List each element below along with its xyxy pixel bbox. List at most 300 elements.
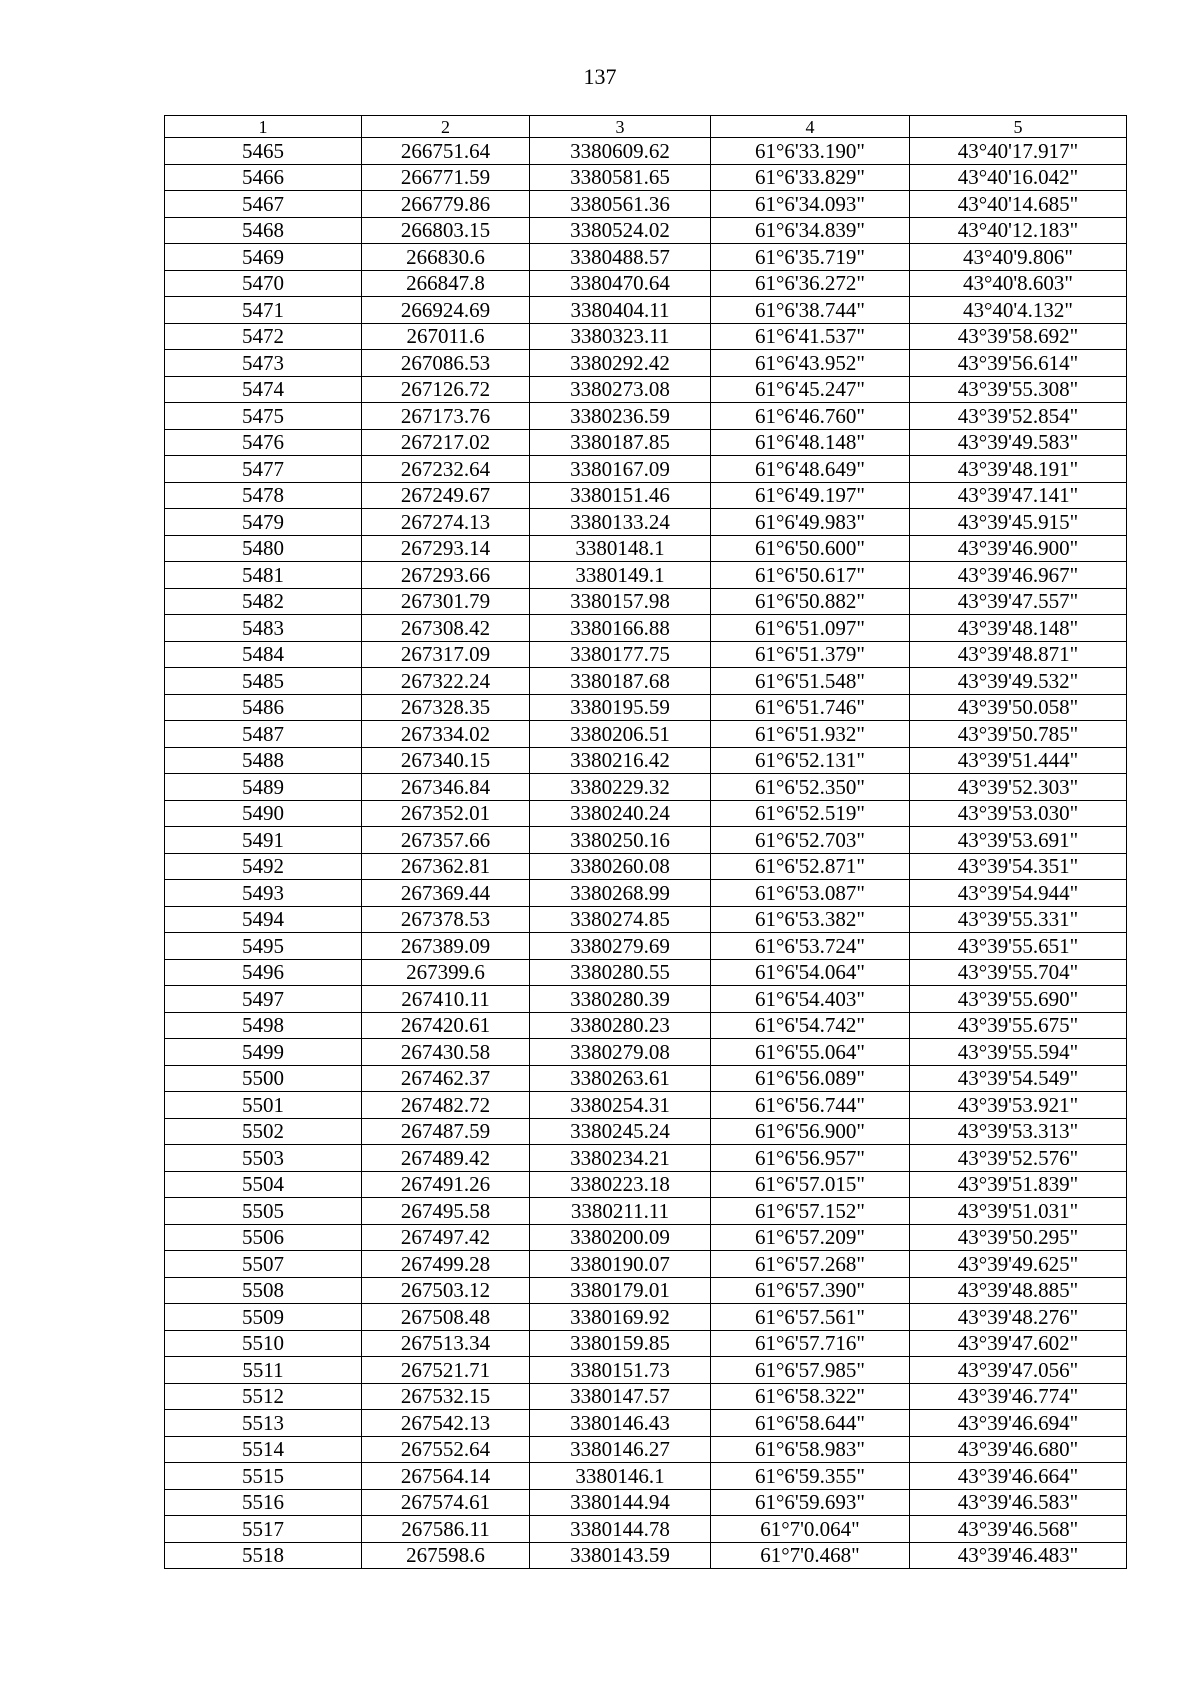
y-coordinate-cell: 3380159.85 bbox=[530, 1330, 711, 1357]
latitude-cell: 43°40'12.183" bbox=[910, 217, 1127, 244]
y-coordinate-cell: 3380206.51 bbox=[530, 721, 711, 748]
point-number-cell: 5473 bbox=[165, 350, 362, 377]
x-coordinate-cell: 267274.13 bbox=[362, 509, 530, 536]
longitude-cell: 61°6'55.064" bbox=[711, 1039, 910, 1066]
table-row bbox=[165, 615, 1127, 642]
longitude-cell: 61°6'53.724" bbox=[711, 933, 910, 960]
x-coordinate-cell: 266751.64 bbox=[362, 138, 530, 165]
table-row bbox=[165, 959, 1127, 986]
latitude-cell: 43°39'52.576" bbox=[910, 1145, 1127, 1172]
longitude-cell: 61°6'52.519" bbox=[711, 800, 910, 827]
latitude-cell: 43°39'51.031" bbox=[910, 1198, 1127, 1225]
table-row bbox=[165, 1357, 1127, 1384]
latitude-cell: 43°39'50.058" bbox=[910, 694, 1127, 721]
x-coordinate-cell: 267420.61 bbox=[362, 1012, 530, 1039]
table-row bbox=[165, 509, 1127, 536]
y-coordinate-cell: 3380190.07 bbox=[530, 1251, 711, 1278]
x-coordinate-cell: 267491.26 bbox=[362, 1171, 530, 1198]
x-coordinate-cell: 267532.15 bbox=[362, 1383, 530, 1410]
latitude-cell: 43°40'17.917" bbox=[910, 138, 1127, 165]
latitude-cell: 43°39'46.664" bbox=[910, 1463, 1127, 1490]
point-number-cell: 5496 bbox=[165, 959, 362, 986]
point-number-cell: 5466 bbox=[165, 164, 362, 191]
longitude-cell: 61°6'58.644" bbox=[711, 1410, 910, 1437]
point-number-cell: 5470 bbox=[165, 270, 362, 297]
latitude-cell: 43°39'49.532" bbox=[910, 668, 1127, 695]
point-number-cell: 5510 bbox=[165, 1330, 362, 1357]
y-coordinate-cell: 3380187.85 bbox=[530, 429, 711, 456]
table-row bbox=[165, 1224, 1127, 1251]
table-row bbox=[165, 297, 1127, 324]
longitude-cell: 61°6'43.952" bbox=[711, 350, 910, 377]
table-row bbox=[165, 350, 1127, 377]
latitude-cell: 43°39'50.295" bbox=[910, 1224, 1127, 1251]
longitude-cell: 61°7'0.064" bbox=[711, 1516, 910, 1543]
point-number-cell: 5515 bbox=[165, 1463, 362, 1490]
y-coordinate-cell: 3380404.11 bbox=[530, 297, 711, 324]
table-row bbox=[165, 1171, 1127, 1198]
table-row bbox=[165, 1092, 1127, 1119]
point-number-cell: 5495 bbox=[165, 933, 362, 960]
latitude-cell: 43°40'14.685" bbox=[910, 191, 1127, 218]
latitude-cell: 43°39'55.651" bbox=[910, 933, 1127, 960]
x-coordinate-cell: 267508.48 bbox=[362, 1304, 530, 1331]
table-row bbox=[165, 138, 1127, 165]
y-coordinate-cell: 3380166.88 bbox=[530, 615, 711, 642]
table-row bbox=[165, 1410, 1127, 1437]
latitude-cell: 43°39'48.871" bbox=[910, 641, 1127, 668]
latitude-cell: 43°39'46.483" bbox=[910, 1542, 1127, 1569]
y-coordinate-cell: 3380279.69 bbox=[530, 933, 711, 960]
point-number-cell: 5489 bbox=[165, 774, 362, 801]
latitude-cell: 43°40'9.806" bbox=[910, 244, 1127, 271]
latitude-cell: 43°39'46.774" bbox=[910, 1383, 1127, 1410]
latitude-cell: 43°39'46.967" bbox=[910, 562, 1127, 589]
longitude-cell: 61°6'52.131" bbox=[711, 747, 910, 774]
point-number-cell: 5474 bbox=[165, 376, 362, 403]
point-number-cell: 5504 bbox=[165, 1171, 362, 1198]
x-coordinate-cell: 267346.84 bbox=[362, 774, 530, 801]
point-number-cell: 5488 bbox=[165, 747, 362, 774]
latitude-cell: 43°39'55.594" bbox=[910, 1039, 1127, 1066]
longitude-cell: 61°6'58.983" bbox=[711, 1436, 910, 1463]
y-coordinate-cell: 3380179.01 bbox=[530, 1277, 711, 1304]
table-row bbox=[165, 217, 1127, 244]
table-row bbox=[165, 668, 1127, 695]
longitude-cell: 61°6'54.403" bbox=[711, 986, 910, 1013]
latitude-cell: 43°39'48.885" bbox=[910, 1277, 1127, 1304]
longitude-cell: 61°6'54.064" bbox=[711, 959, 910, 986]
table-row bbox=[165, 482, 1127, 509]
table-row bbox=[165, 880, 1127, 907]
point-number-cell: 5514 bbox=[165, 1436, 362, 1463]
longitude-cell: 61°6'52.703" bbox=[711, 827, 910, 854]
x-coordinate-cell: 267598.6 bbox=[362, 1542, 530, 1569]
x-coordinate-cell: 267340.15 bbox=[362, 747, 530, 774]
point-number-cell: 5494 bbox=[165, 906, 362, 933]
point-number-cell: 5465 bbox=[165, 138, 362, 165]
point-number-cell: 5480 bbox=[165, 535, 362, 562]
latitude-cell: 43°39'54.351" bbox=[910, 853, 1127, 880]
x-coordinate-cell: 267410.11 bbox=[362, 986, 530, 1013]
table-row bbox=[165, 853, 1127, 880]
table-row bbox=[165, 986, 1127, 1013]
table-row bbox=[165, 1198, 1127, 1225]
latitude-cell: 43°39'46.680" bbox=[910, 1436, 1127, 1463]
longitude-cell: 61°6'51.932" bbox=[711, 721, 910, 748]
y-coordinate-cell: 3380187.68 bbox=[530, 668, 711, 695]
table-row bbox=[165, 535, 1127, 562]
y-coordinate-cell: 3380147.57 bbox=[530, 1383, 711, 1410]
table-row bbox=[165, 641, 1127, 668]
point-number-cell: 5490 bbox=[165, 800, 362, 827]
latitude-cell: 43°39'48.191" bbox=[910, 456, 1127, 483]
table-row bbox=[165, 694, 1127, 721]
y-coordinate-cell: 3380133.24 bbox=[530, 509, 711, 536]
x-coordinate-cell: 267249.67 bbox=[362, 482, 530, 509]
point-number-cell: 5483 bbox=[165, 615, 362, 642]
y-coordinate-cell: 3380149.1 bbox=[530, 562, 711, 589]
latitude-cell: 43°39'58.692" bbox=[910, 323, 1127, 350]
longitude-cell: 61°6'56.744" bbox=[711, 1092, 910, 1119]
y-coordinate-cell: 3380323.11 bbox=[530, 323, 711, 350]
longitude-cell: 61°6'53.087" bbox=[711, 880, 910, 907]
point-number-cell: 5503 bbox=[165, 1145, 362, 1172]
y-coordinate-cell: 3380240.24 bbox=[530, 800, 711, 827]
longitude-cell: 61°6'57.716" bbox=[711, 1330, 910, 1357]
longitude-cell: 61°6'48.649" bbox=[711, 456, 910, 483]
point-number-cell: 5505 bbox=[165, 1198, 362, 1225]
longitude-cell: 61°7'0.468" bbox=[711, 1542, 910, 1569]
longitude-cell: 61°6'33.829" bbox=[711, 164, 910, 191]
point-number-cell: 5517 bbox=[165, 1516, 362, 1543]
table-row bbox=[165, 774, 1127, 801]
latitude-cell: 43°39'46.568" bbox=[910, 1516, 1127, 1543]
longitude-cell: 61°6'51.548" bbox=[711, 668, 910, 695]
longitude-cell: 61°6'41.537" bbox=[711, 323, 910, 350]
y-coordinate-cell: 3380148.1 bbox=[530, 535, 711, 562]
point-number-cell: 5513 bbox=[165, 1410, 362, 1437]
point-number-cell: 5486 bbox=[165, 694, 362, 721]
latitude-cell: 43°39'46.694" bbox=[910, 1410, 1127, 1437]
longitude-cell: 61°6'33.190" bbox=[711, 138, 910, 165]
longitude-cell: 61°6'51.379" bbox=[711, 641, 910, 668]
y-coordinate-cell: 3380581.65 bbox=[530, 164, 711, 191]
x-coordinate-cell: 267301.79 bbox=[362, 588, 530, 615]
y-coordinate-cell: 3380167.09 bbox=[530, 456, 711, 483]
x-coordinate-cell: 267217.02 bbox=[362, 429, 530, 456]
latitude-cell: 43°40'16.042" bbox=[910, 164, 1127, 191]
longitude-cell: 61°6'52.871" bbox=[711, 853, 910, 880]
latitude-cell: 43°39'53.921" bbox=[910, 1092, 1127, 1119]
y-coordinate-cell: 3380268.99 bbox=[530, 880, 711, 907]
latitude-cell: 43°39'51.444" bbox=[910, 747, 1127, 774]
latitude-cell: 43°39'53.691" bbox=[910, 827, 1127, 854]
y-coordinate-cell: 3380151.46 bbox=[530, 482, 711, 509]
x-coordinate-cell: 267232.64 bbox=[362, 456, 530, 483]
x-coordinate-cell: 267552.64 bbox=[362, 1436, 530, 1463]
point-number-cell: 5518 bbox=[165, 1542, 362, 1569]
x-coordinate-cell: 267586.11 bbox=[362, 1516, 530, 1543]
y-coordinate-cell: 3380216.42 bbox=[530, 747, 711, 774]
x-coordinate-cell: 267378.53 bbox=[362, 906, 530, 933]
table-row bbox=[165, 588, 1127, 615]
x-coordinate-cell: 267308.42 bbox=[362, 615, 530, 642]
x-coordinate-cell: 267357.66 bbox=[362, 827, 530, 854]
longitude-cell: 61°6'38.744" bbox=[711, 297, 910, 324]
x-coordinate-cell: 266847.8 bbox=[362, 270, 530, 297]
point-number-cell: 5484 bbox=[165, 641, 362, 668]
table-row bbox=[165, 1436, 1127, 1463]
y-coordinate-cell: 3380234.21 bbox=[530, 1145, 711, 1172]
table-row bbox=[165, 1463, 1127, 1490]
table-row bbox=[165, 1516, 1127, 1543]
table-row bbox=[165, 429, 1127, 456]
table-row bbox=[165, 906, 1127, 933]
latitude-cell: 43°39'46.900" bbox=[910, 535, 1127, 562]
table-row bbox=[165, 562, 1127, 589]
table-row bbox=[165, 403, 1127, 430]
x-coordinate-cell: 267499.28 bbox=[362, 1251, 530, 1278]
latitude-cell: 43°39'55.331" bbox=[910, 906, 1127, 933]
latitude-cell: 43°39'47.141" bbox=[910, 482, 1127, 509]
y-coordinate-cell: 3380280.39 bbox=[530, 986, 711, 1013]
longitude-cell: 61°6'48.148" bbox=[711, 429, 910, 456]
x-coordinate-cell: 267328.35 bbox=[362, 694, 530, 721]
y-coordinate-cell: 3380280.23 bbox=[530, 1012, 711, 1039]
x-coordinate-cell: 267293.14 bbox=[362, 535, 530, 562]
x-coordinate-cell: 267430.58 bbox=[362, 1039, 530, 1066]
x-coordinate-cell: 267334.02 bbox=[362, 721, 530, 748]
point-number-cell: 5476 bbox=[165, 429, 362, 456]
longitude-cell: 61°6'56.957" bbox=[711, 1145, 910, 1172]
latitude-cell: 43°39'56.614" bbox=[910, 350, 1127, 377]
table-row bbox=[165, 164, 1127, 191]
latitude-cell: 43°39'49.583" bbox=[910, 429, 1127, 456]
latitude-cell: 43°39'47.602" bbox=[910, 1330, 1127, 1357]
table-row bbox=[165, 270, 1127, 297]
longitude-cell: 61°6'36.272" bbox=[711, 270, 910, 297]
x-coordinate-cell: 267542.13 bbox=[362, 1410, 530, 1437]
point-number-cell: 5497 bbox=[165, 986, 362, 1013]
y-coordinate-cell: 3380236.59 bbox=[530, 403, 711, 430]
point-number-cell: 5491 bbox=[165, 827, 362, 854]
x-coordinate-cell: 267126.72 bbox=[362, 376, 530, 403]
y-coordinate-cell: 3380609.62 bbox=[530, 138, 711, 165]
x-coordinate-cell: 267513.34 bbox=[362, 1330, 530, 1357]
longitude-cell: 61°6'34.839" bbox=[711, 217, 910, 244]
longitude-cell: 61°6'57.209" bbox=[711, 1224, 910, 1251]
x-coordinate-cell: 267011.6 bbox=[362, 323, 530, 350]
y-coordinate-cell: 3380260.08 bbox=[530, 853, 711, 880]
point-number-cell: 5498 bbox=[165, 1012, 362, 1039]
table-row bbox=[165, 747, 1127, 774]
latitude-cell: 43°39'46.583" bbox=[910, 1489, 1127, 1516]
table-row bbox=[165, 1489, 1127, 1516]
point-number-cell: 5509 bbox=[165, 1304, 362, 1331]
x-coordinate-cell: 267322.24 bbox=[362, 668, 530, 695]
y-coordinate-cell: 3380292.42 bbox=[530, 350, 711, 377]
longitude-cell: 61°6'54.742" bbox=[711, 1012, 910, 1039]
point-number-cell: 5477 bbox=[165, 456, 362, 483]
latitude-cell: 43°39'55.704" bbox=[910, 959, 1127, 986]
table-row bbox=[165, 1039, 1127, 1066]
x-coordinate-cell: 267489.42 bbox=[362, 1145, 530, 1172]
longitude-cell: 61°6'57.985" bbox=[711, 1357, 910, 1384]
y-coordinate-cell: 3380157.98 bbox=[530, 588, 711, 615]
point-number-cell: 5468 bbox=[165, 217, 362, 244]
y-coordinate-cell: 3380280.55 bbox=[530, 959, 711, 986]
longitude-cell: 61°6'35.719" bbox=[711, 244, 910, 271]
point-number-cell: 5467 bbox=[165, 191, 362, 218]
table-row bbox=[165, 191, 1127, 218]
longitude-cell: 61°6'50.617" bbox=[711, 562, 910, 589]
latitude-cell: 43°39'55.675" bbox=[910, 1012, 1127, 1039]
table-row bbox=[165, 1012, 1127, 1039]
x-coordinate-cell: 267462.37 bbox=[362, 1065, 530, 1092]
y-coordinate-cell: 3380250.16 bbox=[530, 827, 711, 854]
y-coordinate-cell: 3380146.27 bbox=[530, 1436, 711, 1463]
latitude-cell: 43°40'4.132" bbox=[910, 297, 1127, 324]
point-number-cell: 5475 bbox=[165, 403, 362, 430]
latitude-cell: 43°39'48.148" bbox=[910, 615, 1127, 642]
x-coordinate-cell: 267173.76 bbox=[362, 403, 530, 430]
table-row bbox=[165, 1118, 1127, 1145]
table-row bbox=[165, 1251, 1127, 1278]
point-number-cell: 5485 bbox=[165, 668, 362, 695]
y-coordinate-cell: 3380177.75 bbox=[530, 641, 711, 668]
latitude-cell: 43°39'55.690" bbox=[910, 986, 1127, 1013]
longitude-cell: 61°6'57.268" bbox=[711, 1251, 910, 1278]
y-coordinate-cell: 3380524.02 bbox=[530, 217, 711, 244]
point-number-cell: 5499 bbox=[165, 1039, 362, 1066]
y-coordinate-cell: 3380146.1 bbox=[530, 1463, 711, 1490]
x-coordinate-cell: 267503.12 bbox=[362, 1277, 530, 1304]
point-number-cell: 5469 bbox=[165, 244, 362, 271]
y-coordinate-cell: 3380273.08 bbox=[530, 376, 711, 403]
point-number-cell: 5502 bbox=[165, 1118, 362, 1145]
latitude-cell: 43°39'47.056" bbox=[910, 1357, 1127, 1384]
x-coordinate-cell: 267086.53 bbox=[362, 350, 530, 377]
table-row bbox=[165, 1065, 1127, 1092]
latitude-cell: 43°39'51.839" bbox=[910, 1171, 1127, 1198]
point-number-cell: 5492 bbox=[165, 853, 362, 880]
latitude-cell: 43°39'47.557" bbox=[910, 588, 1127, 615]
table-row bbox=[165, 933, 1127, 960]
point-number-cell: 5493 bbox=[165, 880, 362, 907]
y-coordinate-cell: 3380144.94 bbox=[530, 1489, 711, 1516]
latitude-cell: 43°39'48.276" bbox=[910, 1304, 1127, 1331]
longitude-cell: 61°6'45.247" bbox=[711, 376, 910, 403]
latitude-cell: 43°39'55.308" bbox=[910, 376, 1127, 403]
point-number-cell: 5516 bbox=[165, 1489, 362, 1516]
x-coordinate-cell: 267317.09 bbox=[362, 641, 530, 668]
latitude-cell: 43°39'45.915" bbox=[910, 509, 1127, 536]
longitude-cell: 61°6'51.746" bbox=[711, 694, 910, 721]
y-coordinate-cell: 3380274.85 bbox=[530, 906, 711, 933]
page-number: 137 bbox=[583, 64, 617, 89]
y-coordinate-cell: 3380143.59 bbox=[530, 1542, 711, 1569]
x-coordinate-cell: 267487.59 bbox=[362, 1118, 530, 1145]
table-row bbox=[165, 1304, 1127, 1331]
table-row bbox=[165, 376, 1127, 403]
longitude-cell: 61°6'46.760" bbox=[711, 403, 910, 430]
y-coordinate-cell: 3380229.32 bbox=[530, 774, 711, 801]
point-number-cell: 5506 bbox=[165, 1224, 362, 1251]
y-coordinate-cell: 3380144.78 bbox=[530, 1516, 711, 1543]
table-row bbox=[165, 1145, 1127, 1172]
latitude-cell: 43°39'53.313" bbox=[910, 1118, 1127, 1145]
y-coordinate-cell: 3380254.31 bbox=[530, 1092, 711, 1119]
latitude-cell: 43°39'53.030" bbox=[910, 800, 1127, 827]
x-coordinate-cell: 266771.59 bbox=[362, 164, 530, 191]
latitude-cell: 43°39'50.785" bbox=[910, 721, 1127, 748]
longitude-cell: 61°6'56.089" bbox=[711, 1065, 910, 1092]
point-number-cell: 5500 bbox=[165, 1065, 362, 1092]
x-coordinate-cell: 267495.58 bbox=[362, 1198, 530, 1225]
point-number-cell: 5478 bbox=[165, 482, 362, 509]
point-number-cell: 5472 bbox=[165, 323, 362, 350]
longitude-cell: 61°6'50.882" bbox=[711, 588, 910, 615]
longitude-cell: 61°6'52.350" bbox=[711, 774, 910, 801]
table-row bbox=[165, 1383, 1127, 1410]
x-coordinate-cell: 267521.71 bbox=[362, 1357, 530, 1384]
column-header: 2 bbox=[362, 116, 530, 138]
y-coordinate-cell: 3380211.11 bbox=[530, 1198, 711, 1225]
x-coordinate-cell: 266924.69 bbox=[362, 297, 530, 324]
y-coordinate-cell: 3380245.24 bbox=[530, 1118, 711, 1145]
latitude-cell: 43°39'49.625" bbox=[910, 1251, 1127, 1278]
column-header: 4 bbox=[711, 116, 910, 138]
longitude-cell: 61°6'50.600" bbox=[711, 535, 910, 562]
table-body bbox=[165, 138, 1127, 1569]
x-coordinate-cell: 267352.01 bbox=[362, 800, 530, 827]
table-row bbox=[165, 1330, 1127, 1357]
longitude-cell: 61°6'56.900" bbox=[711, 1118, 910, 1145]
y-coordinate-cell: 3380470.64 bbox=[530, 270, 711, 297]
coordinates-table bbox=[164, 115, 1127, 1569]
y-coordinate-cell: 3380151.73 bbox=[530, 1357, 711, 1384]
latitude-cell: 43°39'52.854" bbox=[910, 403, 1127, 430]
x-coordinate-cell: 267574.61 bbox=[362, 1489, 530, 1516]
longitude-cell: 61°6'57.561" bbox=[711, 1304, 910, 1331]
y-coordinate-cell: 3380561.36 bbox=[530, 191, 711, 218]
x-coordinate-cell: 267362.81 bbox=[362, 853, 530, 880]
column-header: 1 bbox=[165, 116, 362, 138]
point-number-cell: 5479 bbox=[165, 509, 362, 536]
x-coordinate-cell: 267389.09 bbox=[362, 933, 530, 960]
x-coordinate-cell: 266830.6 bbox=[362, 244, 530, 271]
x-coordinate-cell: 266779.86 bbox=[362, 191, 530, 218]
table-row bbox=[165, 1277, 1127, 1304]
y-coordinate-cell: 3380223.18 bbox=[530, 1171, 711, 1198]
column-header: 3 bbox=[530, 116, 711, 138]
y-coordinate-cell: 3380200.09 bbox=[530, 1224, 711, 1251]
y-coordinate-cell: 3380488.57 bbox=[530, 244, 711, 271]
y-coordinate-cell: 3380279.08 bbox=[530, 1039, 711, 1066]
x-coordinate-cell: 267399.6 bbox=[362, 959, 530, 986]
longitude-cell: 61°6'57.390" bbox=[711, 1277, 910, 1304]
latitude-cell: 43°39'54.944" bbox=[910, 880, 1127, 907]
latitude-cell: 43°40'8.603" bbox=[910, 270, 1127, 297]
longitude-cell: 61°6'49.197" bbox=[711, 482, 910, 509]
point-number-cell: 5481 bbox=[165, 562, 362, 589]
table-row bbox=[165, 1542, 1127, 1569]
x-coordinate-cell: 267497.42 bbox=[362, 1224, 530, 1251]
point-number-cell: 5501 bbox=[165, 1092, 362, 1119]
longitude-cell: 61°6'59.355" bbox=[711, 1463, 910, 1490]
latitude-cell: 43°39'52.303" bbox=[910, 774, 1127, 801]
